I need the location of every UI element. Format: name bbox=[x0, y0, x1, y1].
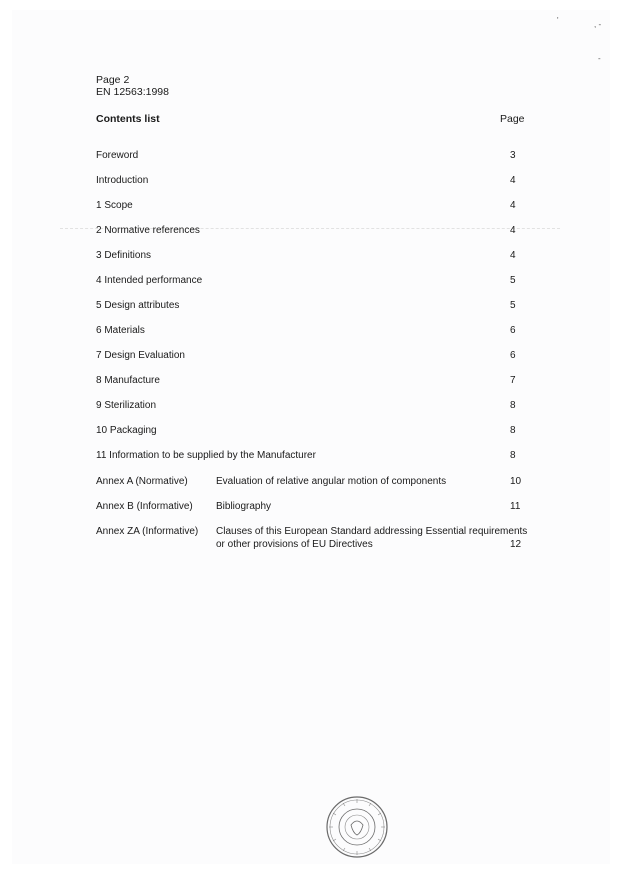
annex-page: 10 bbox=[510, 476, 522, 487]
standard-code: EN 12563:1998 bbox=[96, 86, 169, 98]
toc-entry-page: 6 bbox=[510, 350, 516, 361]
annex-label: Annex A (Normative) bbox=[96, 476, 188, 487]
toc-entry-title: 10 Packaging bbox=[96, 425, 157, 436]
toc-entry-title: Introduction bbox=[96, 175, 149, 186]
annex-label: Annex ZA (Informative) bbox=[96, 526, 199, 537]
page-label: Page 2 bbox=[96, 74, 130, 86]
toc-entry-page: 5 bbox=[510, 275, 516, 286]
annex-entry bbox=[96, 475, 556, 489]
page-column-label: Page bbox=[500, 113, 525, 125]
annex-label: Annex B (Informative) bbox=[96, 501, 193, 512]
contents-title: Contents list bbox=[96, 113, 160, 125]
toc-entry-title: 6 Materials bbox=[96, 325, 145, 336]
scan-speck: - bbox=[598, 54, 601, 63]
annex-description: Bibliography bbox=[216, 501, 272, 512]
toc-entry-title: 3 Definitions bbox=[96, 250, 152, 261]
toc-entry bbox=[96, 150, 526, 164]
annex-page: 11 bbox=[510, 501, 521, 512]
annex-description: Evaluation of relative angular motion of components bbox=[216, 476, 447, 487]
toc-entry-page: 7 bbox=[510, 375, 516, 386]
annex-entry bbox=[96, 500, 556, 514]
toc-entry-page: 5 bbox=[510, 300, 516, 311]
toc-entry-title: 9 Sterilization bbox=[96, 400, 157, 411]
toc-entry bbox=[96, 325, 526, 339]
toc-entry-title: 2 Normative references bbox=[96, 225, 200, 236]
toc-entry bbox=[96, 450, 526, 464]
annex-page: 12 bbox=[510, 539, 522, 550]
toc-entry-page: 4 bbox=[510, 250, 516, 261]
toc-entry bbox=[96, 275, 526, 289]
toc-entry-title: 11 Information to be supplied by the Manufacturer bbox=[96, 450, 316, 461]
toc-entry-page: 4 bbox=[510, 200, 516, 211]
toc-entry bbox=[96, 250, 526, 264]
toc-entry bbox=[96, 200, 526, 214]
annex-description: Clauses of this European Standard addressing Essential requirements bbox=[216, 526, 528, 537]
annex-description-continued: or other provisions of EU Directives bbox=[216, 539, 373, 550]
toc-entry bbox=[96, 350, 526, 364]
toc-entry-page: 4 bbox=[510, 225, 516, 236]
scan-speck: ' bbox=[557, 16, 559, 25]
toc-entry-page: 8 bbox=[510, 450, 516, 461]
toc-entry bbox=[96, 300, 526, 314]
toc-entry-page: 4 bbox=[510, 175, 516, 186]
scan-speck: , - bbox=[594, 20, 602, 29]
toc-entry-title: 5 Design attributes bbox=[96, 300, 180, 311]
toc-entry bbox=[96, 175, 526, 189]
toc-entry-title: 7 Design Evaluation bbox=[96, 350, 185, 361]
toc-entry-page: 3 bbox=[510, 150, 516, 161]
annex-entry bbox=[96, 525, 556, 553]
toc-entry bbox=[96, 400, 526, 414]
toc-entry-title: 1 Scope bbox=[96, 200, 133, 211]
toc-entry-page: 8 bbox=[510, 425, 516, 436]
toc-entry bbox=[96, 425, 526, 439]
toc-entry bbox=[96, 375, 526, 389]
toc-entry-title: Foreword bbox=[96, 150, 139, 161]
toc-entry-title: 4 Intended performance bbox=[96, 275, 203, 286]
toc-entry-title: 8 Manufacture bbox=[96, 375, 160, 386]
official-seal-icon bbox=[325, 795, 389, 859]
toc-entry-page: 8 bbox=[510, 400, 516, 411]
toc-entry-page: 6 bbox=[510, 325, 516, 336]
toc-entry bbox=[96, 225, 526, 239]
